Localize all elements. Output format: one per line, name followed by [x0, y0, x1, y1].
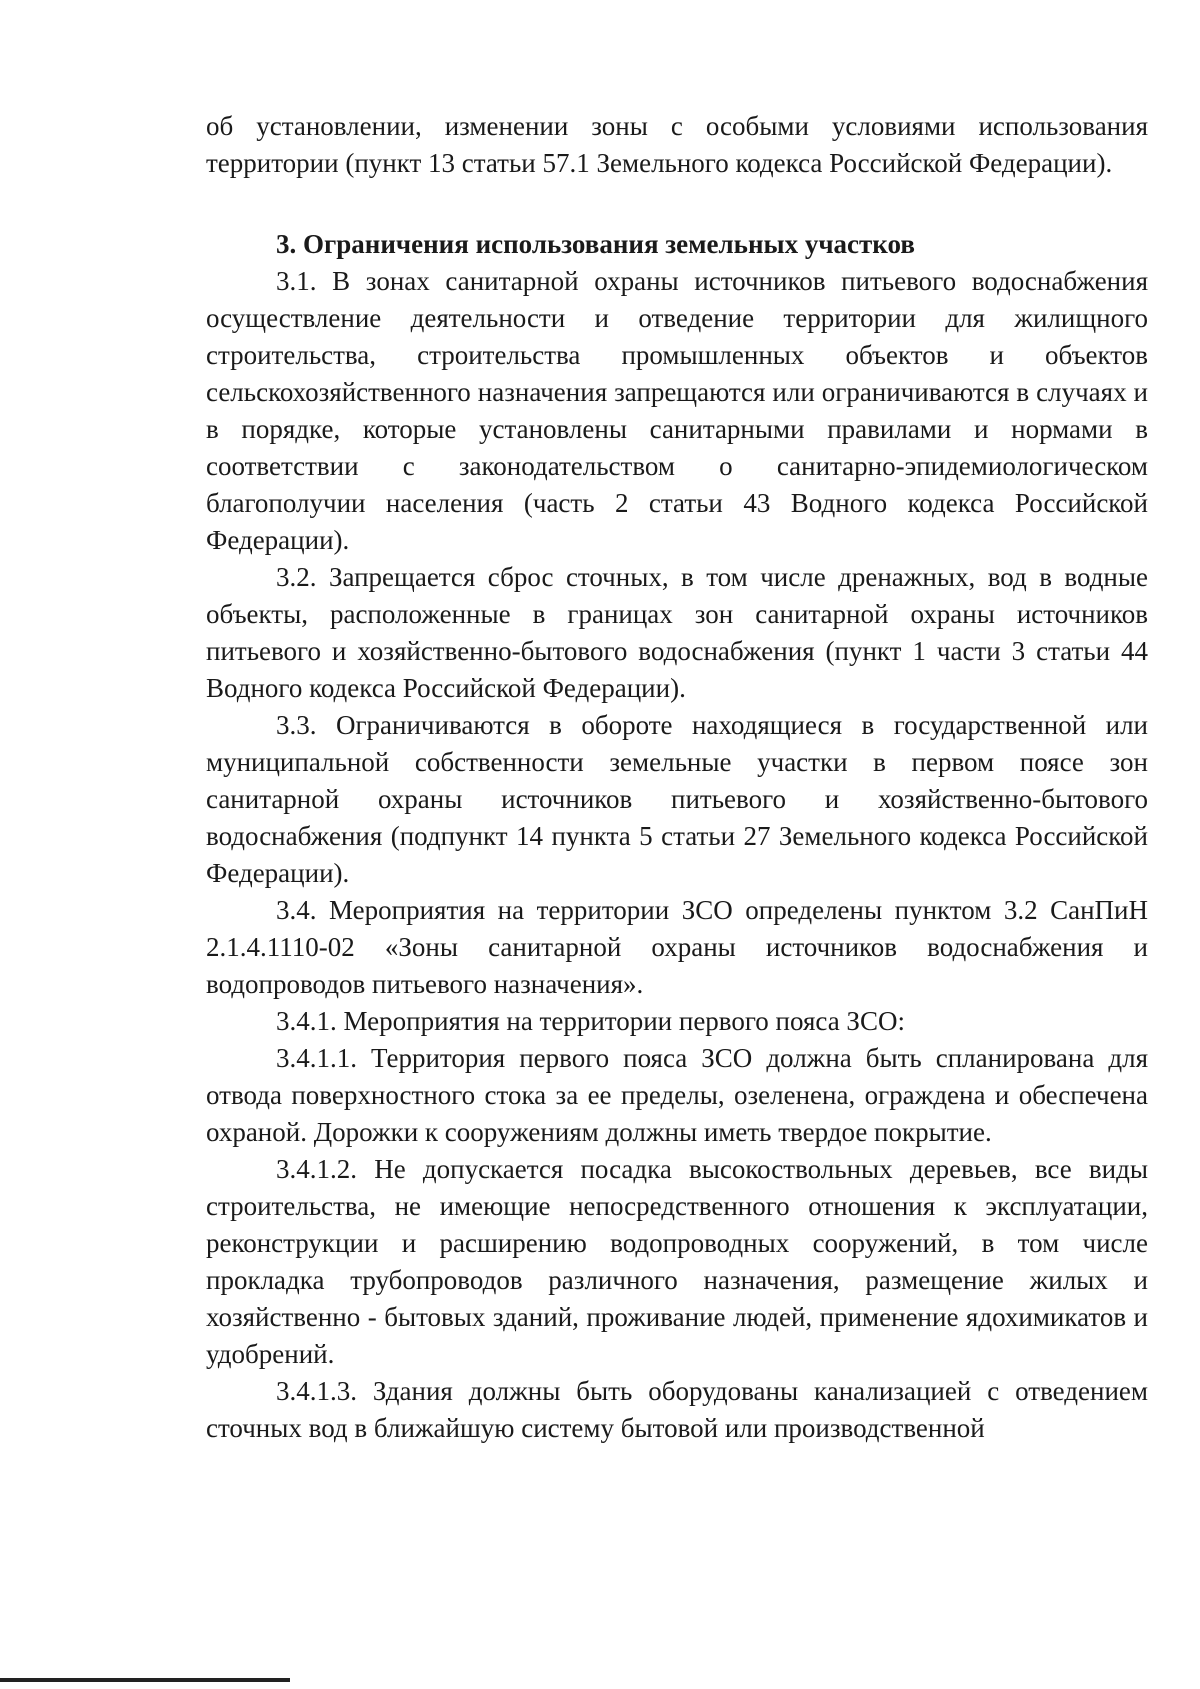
paragraph-3-4-1-3: 3.4.1.3. Здания должны быть оборудованы канализацией с отведением сточных вод в ближайшую систему бытовой или производственной — [206, 1376, 1148, 1443]
paragraph-3-4-1: 3.4.1. Мероприятия на территории первого пояса ЗСО: — [276, 1006, 905, 1036]
section-heading: 3. Ограничения использования земельных участков — [276, 229, 915, 259]
paragraph-3-3: 3.3. Ограничиваются в обороте находящиеся в государственной или муниципальной собственности земельные участки в первом поясе зон санитарной охраны источников питьевого и хозяйственно-бытового водоснабжения (подпункт 14 пункта 5 статьи 27 Земельного кодекса Российской Федерации). — [206, 710, 1148, 888]
paragraph-3-4-1-2: 3.4.1.2. Не допускается посадка высокоствольных деревьев, все виды строительства, не имеющие непосредственного отношения к эксплуатации, реконструкции и расширению водопроводных сооружений, в том числе прокладка трубопроводов различного назначения, размещение жилых и хозяйственно - бытовых зданий, проживание людей, применение ядохимикатов и удобрений. — [206, 1154, 1148, 1369]
document-page — [206, 108, 1148, 1447]
footer-rule — [0, 1678, 290, 1682]
paragraph-3-1: 3.1. В зонах санитарной охраны источников питьевого водоснабжения осуществление деятельности и отведение территории для жилищного строительства, строительства промышленных объектов и объектов сельскохозяйственного назначения запрещаются или ограничиваются в случаях и в порядке, которые установлены санитарными правилами и нормами в соответствии с законодательством о санитарно-эпидемиологическом благополучии населения (часть 2 статьи 43 Водного кодекса Российской Федерации). — [206, 266, 1148, 555]
paragraph-3-4-1-1: 3.4.1.1. Территория первого пояса ЗСО должна быть спланирована для отвода поверхностного стока за ее пределы, озеленена, ограждена и обеспечена охраной. Дорожки к сооружениям должны иметь твердое покрытие. — [206, 1043, 1148, 1147]
paragraph-3-4: 3.4. Мероприятия на территории ЗСО определены пунктом 3.2 СанПиН 2.1.4.1110-02 «Зоны санитарной охраны источников водоснабжения и водопроводов питьевого назначения». — [206, 895, 1148, 999]
intro-paragraph: об установлении, изменении зоны с особыми условиями использования территории (пункт 13 статьи 57.1 Земельного кодекса Российской Федерации). — [206, 111, 1148, 178]
paragraph-3-2: 3.2. Запрещается сброс сточных, в том числе дренажных, вод в водные объекты, расположенные в границах зон санитарной охраны источников питьевого и хозяйственно-бытового водоснабжения (пункт 1 части 3 статьи 44 Водного кодекса Российской Федерации). — [206, 562, 1148, 703]
